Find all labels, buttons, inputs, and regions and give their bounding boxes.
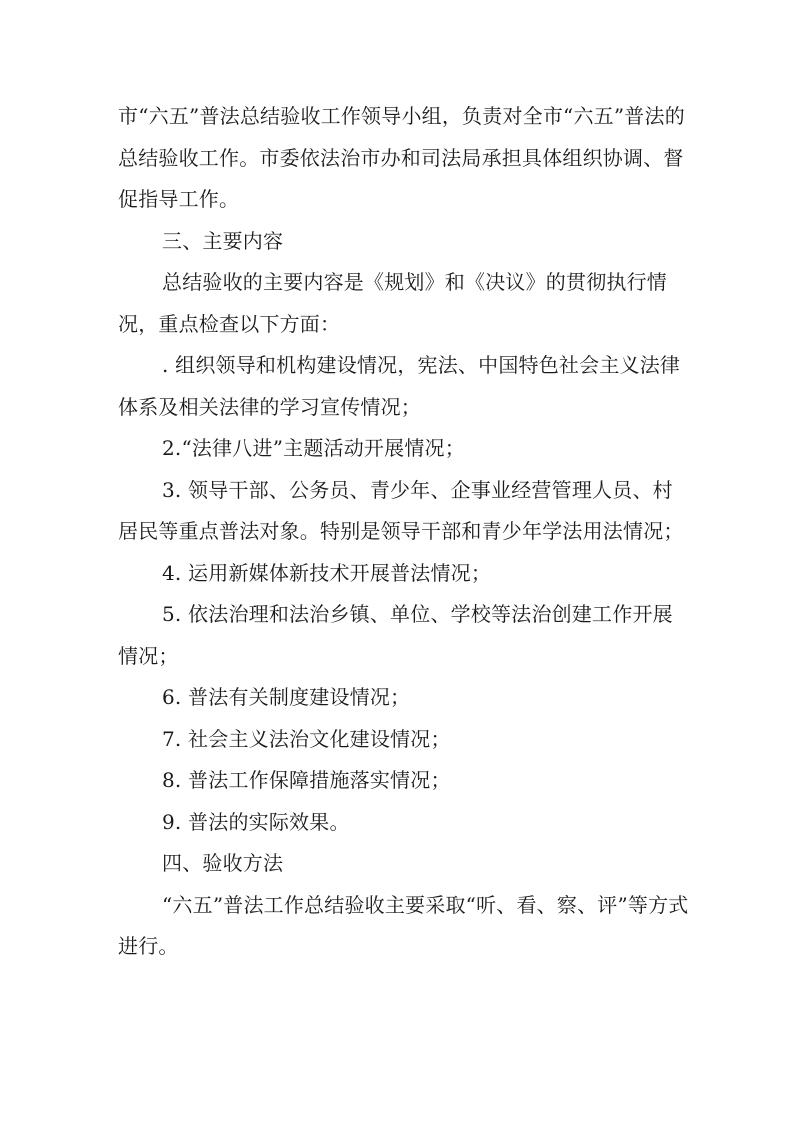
section-three-intro: 总结验收的主要内容是《规划》和《决议》的贯彻执行情况，重点检查以下方面： (118, 270, 667, 336)
list-item-4: 4. 运用新媒体新技术开展普法情况； (162, 560, 492, 585)
list-item-6: 6. 普法有关制度建设情况； (162, 685, 411, 709)
paragraph-continuation: 市“六五”普法总结验收工作领导小组，负责对全市“六五”普法的总结验收工作。市委依法治市办和司法局承担具体组织协调、督促指导工作。 (118, 104, 685, 211)
list-item-1: . 组织领导和机构建设情况，宪法、中国特色社会主义法律体系及相关法律的学习宣传情况； (118, 353, 681, 419)
list-item-5: 5. 依法治理和法治乡镇、单位、学校等法治创建工作开展情况； (118, 602, 673, 668)
list-item-8: 8. 普法工作保障措施落实情况； (162, 768, 451, 792)
list-item-3: 3. 领导干部、公务员、青少年、企事业经营管理人员、村居民等重点普法对象。特别是领导干部和青少年学法用法情况； (118, 477, 684, 543)
section-four-body: “六五”普法工作总结验收主要采取“听、看、察、评”等方式进行。 (118, 892, 689, 958)
list-item-7: 7. 社会主义法治文化建设情况； (162, 726, 451, 751)
document-body (118, 96, 693, 968)
section-four-heading: 四、验收方法 (162, 851, 284, 875)
section-three-heading: 三、主要内容 (162, 228, 284, 253)
list-item-9: 9. 普法的实际效果。 (162, 809, 350, 834)
list-item-2: 2.“法律八进”主题活动开展情况； (162, 436, 465, 460)
